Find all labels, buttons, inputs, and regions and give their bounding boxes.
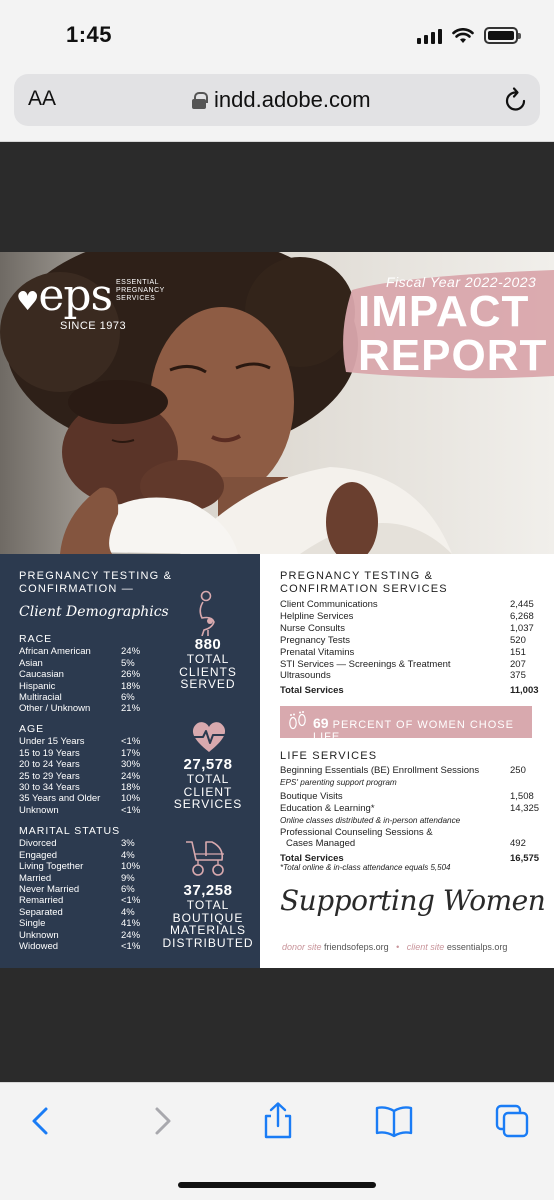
heart-pulse-icon <box>190 720 228 754</box>
client-site-link[interactable]: essentialps.org <box>446 942 508 952</box>
stat-label <box>160 899 256 949</box>
total-label: Total Services <box>280 853 344 865</box>
marital-title: MARITAL STATUS <box>19 825 121 837</box>
stat-label-line: CLIENT <box>183 784 233 799</box>
row-label: 25 to 29 Years <box>19 770 80 782</box>
row-value: <1% <box>121 895 141 907</box>
cellular-signal-icon <box>417 28 442 44</box>
row-value: 5% <box>121 657 135 669</box>
share-icon[interactable] <box>258 1101 298 1141</box>
address-bar[interactable] <box>14 74 540 126</box>
bookmarks-icon[interactable] <box>374 1101 414 1141</box>
services-heading <box>280 570 448 596</box>
life-service-row <box>280 765 542 777</box>
logo-since: SINCE 1973 <box>60 320 127 332</box>
row-label: Married <box>19 872 52 884</box>
stat-label <box>160 653 256 691</box>
life-services-list <box>280 765 542 865</box>
row-label: Remarried <box>19 895 64 907</box>
report-page <box>0 252 554 968</box>
title-line-1: IMPACT <box>358 287 530 336</box>
row-value: 30% <box>121 759 141 771</box>
banner-label: PERCENT OF WOMEN CHOSE LIFE <box>313 719 514 743</box>
row-label: Under 15 Years <box>19 736 85 748</box>
row-value: 10% <box>121 861 141 873</box>
row-value: 375 <box>510 670 526 682</box>
supporting-women-tagline: Supporting Women <box>280 884 546 917</box>
row-label: Cases Managed <box>286 838 356 850</box>
row-value: 4% <box>121 906 135 918</box>
url-text: indd.adobe.com <box>214 87 371 112</box>
race-row <box>19 658 147 669</box>
row-label: Boutique Visits <box>280 790 343 802</box>
row-value: 14,325 <box>510 802 540 814</box>
row-value: 24% <box>121 646 141 658</box>
forward-icon[interactable] <box>142 1101 182 1141</box>
row-value: 18% <box>121 680 141 692</box>
race-section <box>19 634 147 715</box>
service-row <box>280 647 542 659</box>
race-title: RACE <box>19 633 53 645</box>
row-value: 6% <box>121 884 135 896</box>
age-row <box>19 736 147 747</box>
row-value: 10% <box>121 793 141 805</box>
eps-logo: ♥eps ESSENTIAL PREGNANCY SERVICES SINCE 1973 <box>16 274 126 332</box>
services-panel <box>262 554 554 968</box>
row-label: Prenatal Vitamins <box>280 646 355 658</box>
age-row <box>19 793 147 804</box>
row-label: Education & Learning* <box>280 802 375 814</box>
demographics-panel <box>0 554 260 968</box>
logo-subtitle-line: PREGNANCY <box>116 287 165 294</box>
services-heading-line: PREGNANCY TESTING & <box>280 570 434 582</box>
age-row <box>19 748 147 759</box>
row-value: <1% <box>121 736 141 748</box>
wifi-icon <box>452 28 474 44</box>
row-value: 1,037 <box>510 622 534 634</box>
service-row <box>280 659 542 671</box>
row-label: Asian <box>19 657 43 669</box>
footprints-icon <box>286 710 310 734</box>
clients-served-stat <box>160 636 256 691</box>
row-value: 6% <box>121 692 135 704</box>
row-label: Unknown <box>19 804 59 816</box>
row-value: 151 <box>510 646 526 658</box>
row-value: 24% <box>121 929 141 941</box>
home-indicator[interactable] <box>178 1182 376 1188</box>
row-label: Widowed <box>19 941 59 953</box>
age-section <box>19 724 147 816</box>
logo-text: eps <box>38 270 113 321</box>
stat-label-line: CLIENTS <box>179 664 237 679</box>
tabs-icon[interactable] <box>492 1101 532 1141</box>
race-row <box>19 681 147 692</box>
life-service-row <box>280 791 542 803</box>
row-label: Client Communications <box>280 599 378 610</box>
text-size-button[interactable] <box>28 87 56 111</box>
life-service-row <box>280 803 542 815</box>
marital-row <box>19 873 147 884</box>
status-bar <box>0 0 554 70</box>
status-icons <box>417 27 518 44</box>
row-label: 30 to 34 Years <box>19 782 80 794</box>
age-title: AGE <box>19 723 45 735</box>
life-service-row <box>280 838 542 850</box>
age-row <box>19 805 147 816</box>
row-label: Beginning Essentials (BE) Enrollment Sessions <box>280 765 480 776</box>
row-label: African American <box>19 646 91 658</box>
row-label: Ultrasounds <box>280 670 331 682</box>
row-label: Engaged <box>19 849 58 861</box>
row-value: 41% <box>121 918 141 930</box>
fiscal-year: Fiscal Year 2022-2023 <box>386 274 537 290</box>
stat-label-line: TOTAL <box>186 652 230 666</box>
row-label: Never Married <box>19 884 80 896</box>
marital-row <box>19 941 147 952</box>
client-services-stat <box>160 756 256 811</box>
logo-subtitle-line: SERVICES <box>116 295 156 302</box>
row-value: <1% <box>121 941 141 953</box>
client-demographics-heading: Client Demographics <box>19 604 169 620</box>
stat-label-line: SERVED <box>180 677 236 691</box>
stat-number: 27,578 <box>183 756 233 773</box>
stat-number: 880 <box>194 636 222 653</box>
text-size-label: AA <box>28 87 57 110</box>
row-value: 17% <box>121 747 141 759</box>
row-label: Professional Counseling Sessions & <box>280 826 433 838</box>
row-value: 1,508 <box>510 790 534 802</box>
race-row <box>19 703 147 714</box>
life-services-heading: LIFE SERVICES <box>280 750 378 762</box>
stat-label-line: SERVICES <box>173 797 243 811</box>
race-row <box>19 646 147 657</box>
url-display[interactable] <box>192 87 371 113</box>
age-row <box>19 771 147 782</box>
left-heading-line: PREGNANCY TESTING & <box>19 570 173 582</box>
logo-subtitle <box>116 279 186 303</box>
row-value: 9% <box>121 872 135 884</box>
race-row <box>19 669 147 680</box>
row-label: Nurse Consults <box>280 622 345 634</box>
row-label: STI Services — Screenings & Treatment <box>280 658 451 670</box>
row-label: Pregnancy Tests <box>280 634 351 646</box>
marital-row <box>19 930 147 941</box>
row-value: 2,445 <box>510 599 534 610</box>
title-line-2: REPORT <box>358 331 548 380</box>
boutique-materials-stat <box>160 882 256 949</box>
banner-text <box>313 715 532 743</box>
age-row <box>19 759 147 770</box>
row-value: <1% <box>121 804 141 816</box>
chose-life-banner <box>280 706 532 743</box>
marital-status-section <box>19 826 147 952</box>
row-note: EPS' parenting support program <box>280 777 397 787</box>
row-label: Divorced <box>19 838 57 850</box>
row-label: Hispanic <box>19 680 56 692</box>
attendance-footnote: *Total online & in-class attendance equals 5,504 <box>280 863 451 872</box>
total-label: Total Services <box>280 685 344 697</box>
marital-row <box>19 850 147 861</box>
service-row <box>280 599 542 611</box>
stat-label-line: TOTAL <box>186 898 230 912</box>
row-label: 20 to 24 Years <box>19 759 80 771</box>
marital-row <box>19 907 147 918</box>
row-value: 520 <box>510 634 526 646</box>
row-label: Caucasian <box>19 669 64 681</box>
row-label: 15 to 19 Years <box>19 747 80 759</box>
row-value: 207 <box>510 658 526 670</box>
client-label: client site <box>406 942 445 952</box>
browser-address-area <box>0 70 554 142</box>
back-icon[interactable] <box>22 1101 62 1141</box>
row-label: Multiracial <box>19 692 62 704</box>
logo-subtitle-line: ESSENTIAL <box>116 279 160 286</box>
services-list <box>280 599 542 697</box>
row-value: 24% <box>121 770 141 782</box>
row-label: Living Together <box>19 861 84 873</box>
row-label: Single <box>19 918 46 930</box>
stat-label-line: DISTRIBUTED <box>162 935 254 950</box>
stat-number: 37,258 <box>183 882 233 899</box>
row-value: 6,268 <box>510 610 534 622</box>
marital-row <box>19 895 147 906</box>
battery-icon <box>484 27 518 44</box>
row-value: 4% <box>121 849 135 861</box>
service-row <box>280 623 542 635</box>
row-value: 18% <box>121 782 141 794</box>
row-label: Helpline Services <box>280 610 354 622</box>
marital-row <box>19 918 147 929</box>
total-value: 11,003 <box>510 685 539 697</box>
report-title <box>358 287 548 380</box>
banner-number: 69 <box>313 715 329 731</box>
service-row <box>280 635 542 647</box>
pregnant-woman-icon <box>188 590 228 636</box>
stroller-icon <box>180 836 230 878</box>
reload-icon[interactable] <box>504 86 528 112</box>
row-value: 26% <box>121 669 141 681</box>
services-heading-line: CONFIRMATION SERVICES <box>280 583 448 595</box>
row-value: 250 <box>510 765 526 776</box>
stat-label-line: BOUTIQUE <box>172 910 244 925</box>
donor-label: donor site <box>282 942 322 952</box>
row-label: 35 Years and Older <box>19 793 101 805</box>
donor-site-link[interactable]: friendsofeps.org <box>324 942 389 952</box>
hero-banner <box>0 252 554 554</box>
row-label: Other / Unknown <box>19 703 91 715</box>
separator-dot: • <box>396 942 400 952</box>
stat-label-line: TOTAL <box>186 772 230 786</box>
left-heading-line: CONFIRMATION — <box>19 583 134 595</box>
row-label: Separated <box>19 906 63 918</box>
row-note: Online classes distributed & in-person attendance <box>280 815 461 825</box>
row-value: 3% <box>121 838 135 850</box>
services-total-row <box>280 685 542 697</box>
marital-row <box>19 838 147 849</box>
row-label: Unknown <box>19 929 59 941</box>
row-value: 21% <box>121 703 141 715</box>
stat-label-line: MATERIALS <box>169 923 247 937</box>
site-links <box>282 942 507 952</box>
row-value: 492 <box>510 838 526 850</box>
lock-icon <box>192 92 206 109</box>
service-row <box>280 611 542 623</box>
left-panel-heading <box>19 570 172 596</box>
marital-row <box>19 884 147 895</box>
race-row <box>19 692 147 703</box>
service-row <box>280 670 542 682</box>
total-value: 16,575 <box>510 853 540 865</box>
status-time: 1:45 <box>66 22 113 47</box>
age-row <box>19 782 147 793</box>
marital-row <box>19 861 147 872</box>
stat-label <box>160 773 256 811</box>
